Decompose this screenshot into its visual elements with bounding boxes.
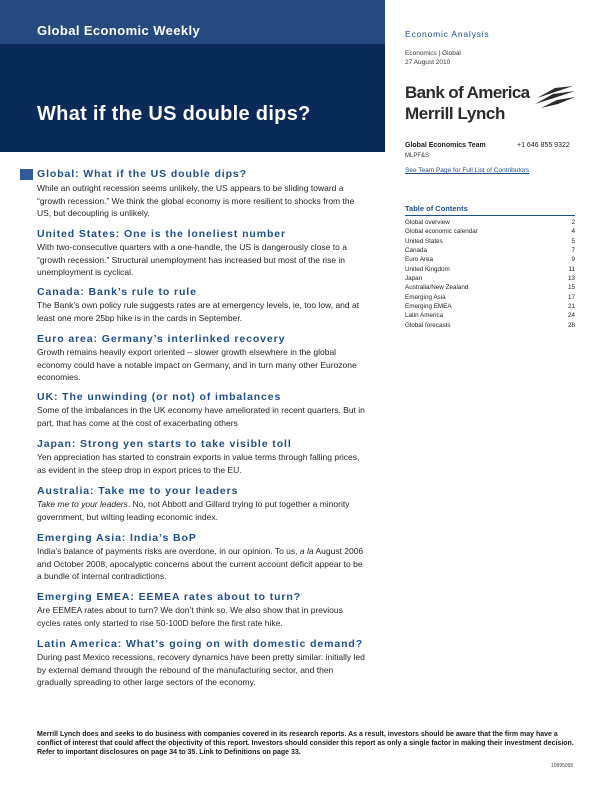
toc-entry-page: 9 <box>571 256 575 264</box>
toc-entry-page: 11 <box>568 265 575 273</box>
toc-entry[interactable] <box>405 237 575 246</box>
toc-entry[interactable] <box>405 283 575 292</box>
toc-entry-page: 21 <box>567 303 575 311</box>
category-label: Economics | Global <box>405 50 461 57</box>
contributors-link[interactable]: See Team Page for Full List of Contributors <box>405 167 530 174</box>
section-body: Some of the imbalances in the UK economy have ameliorated in recent quarters. But in part, that has come at the cost of exacerbating others <box>37 405 365 428</box>
section-heading: Emerging Asia: India’s BoP <box>37 532 197 544</box>
toc-entry-label: United States <box>405 237 443 245</box>
team-name: Global Economics Team <box>405 142 486 149</box>
team-contact <box>405 142 585 149</box>
toc-entry[interactable] <box>405 293 575 302</box>
toc-list <box>405 218 575 330</box>
toc-entry[interactable] <box>405 302 575 311</box>
toc-entry-label: Latin America <box>405 312 444 320</box>
toc-entry-label: Japan <box>405 275 423 283</box>
section-heading: Japan: Strong yen starts to take visible toll <box>37 438 292 450</box>
disclaimer-text: Merrill Lynch does and seeks to do business with companies covered in its research reports. As a result, investors should be aware that the firm may have a conflict of interest that could affect the objectivity of this report. Investors should consider this report as only a single factor in making their investment decision. <box>37 731 574 747</box>
team-entity: MLPF&S <box>405 153 430 159</box>
toc-entry[interactable] <box>405 274 575 283</box>
logo-text-bank: Bank of America <box>405 83 530 102</box>
toc-entry-label: Global forecasts <box>405 321 451 329</box>
section-body-text: India’s balance of payments risks are overdone, in our opinion. To us, <box>37 546 300 556</box>
report-date: 27 August 2010 <box>405 59 451 66</box>
section-body <box>37 545 367 583</box>
toc-title: Table of Contents <box>405 204 575 216</box>
toc-entry[interactable] <box>405 321 575 330</box>
section-marker <box>20 169 33 180</box>
toc-entry-page: 2 <box>571 219 575 226</box>
logo-text-merrill: Merrill Lynch <box>405 104 505 123</box>
page-title: What if the US double dips? <box>37 103 311 125</box>
toc-entry[interactable] <box>405 255 575 264</box>
toc-entry-label: Global overview <box>405 219 450 226</box>
toc-entry-page: 5 <box>571 237 575 245</box>
company-logo <box>405 83 580 131</box>
toc-entry-label: Canada <box>405 247 428 255</box>
section-body: During past Mexico recessions, recovery dynamics have been pretty similar: initially led by external demand through the rebound of the manufacturing sector, and then gradually spreading to other large sectors of the economy. <box>37 652 365 687</box>
section-body: With two-consecutive quarters with a one-handle, the US is dangerously close to a “growth recession.” Structural unemployment has increased but most of the rise in unemployment is cyclical. <box>37 242 347 277</box>
toc-entry[interactable] <box>405 265 575 274</box>
section-heading: Euro area: Germany’s interlinked recovery <box>37 333 286 345</box>
section-heading: Global: What if the US double dips? <box>37 168 247 180</box>
toc-entry-page: 15 <box>567 284 575 292</box>
flag-logo-icon <box>533 85 577 109</box>
section-heading: UK: The unwinding (or not) of imbalances <box>37 391 282 403</box>
toc-entry[interactable] <box>405 246 575 255</box>
section-body-text: . No, not Abbott and Gillard trying to put together a minority government, but wilting leading economic index. <box>37 499 350 522</box>
toc-entry[interactable] <box>405 227 575 236</box>
toc-entry-page: 4 <box>571 228 575 236</box>
section-heading: Latin America: What’s going on with domestic demand? <box>37 638 364 650</box>
section-body <box>37 498 367 523</box>
footer-disclaimer <box>37 731 577 757</box>
section-heading: Canada: Bank’s rule to rule <box>37 286 197 298</box>
toc-entry-label: Global economic calendar <box>405 228 478 236</box>
report-meta <box>405 49 585 67</box>
department-label: Economic Analysis <box>405 29 490 39</box>
toc-entry-label: Australia/New Zealand <box>405 284 469 292</box>
disclosures-text: Refer to important disclosures on page 34 to 35. Link to Definitions on page 33. <box>37 748 301 756</box>
section-heading: Australia: Take me to your leaders <box>37 485 239 497</box>
toc-entry-label: Euro Area <box>405 256 434 264</box>
toc-entry-page: 28 <box>567 321 575 329</box>
document-code: 10895095 <box>551 763 574 769</box>
toc-entry-label: Emerging EMEA <box>405 303 452 311</box>
toc-entry-page: 24 <box>567 312 575 320</box>
section-body: While an outright recession seems unlikely, the US appears to be sliding toward a “growth recession.” We think the global economy is more resilient to shocks from the US, but decoupling is unlikely. <box>37 183 355 218</box>
table-of-contents <box>405 204 575 330</box>
section-body-italic: Take me to your leaders <box>37 499 128 509</box>
toc-entry-page: 17 <box>567 293 575 301</box>
section-heading: Emerging EMEA: EEMEA rates about to turn? <box>37 591 302 603</box>
team-phone: +1 646 855 9322 <box>517 142 570 149</box>
section-heading: United States: One is the loneliest number <box>37 228 287 240</box>
toc-entry-page: 7 <box>571 247 575 255</box>
section-body: The Bank’s own policy rule suggests rates are at emergency levels, ie, too low, and at least one more 25bp hike is in the cards in September. <box>37 300 360 323</box>
toc-entry-page: 13 <box>567 275 575 283</box>
report-name: Global Economic Weekly <box>37 23 201 38</box>
section-body: Are EEMEA rates about to turn? We don’t think so. We also show that in previous cycles rates only started to rise 50-100D before the first rate hike. <box>37 605 343 628</box>
section-body: Yen appreciation has started to constrain exports in value terms through falling prices, as evident in the steep drop in export prices to the EU. <box>37 452 360 475</box>
section-body: Growth remains heavily export oriented – slower growth elsewhere in the global economy could have a notable impact on Germany, and in turn many other Eurozone economies. <box>37 347 357 382</box>
section-body-text: August 2006 and October 2008, apocalyptic concerns about the current account deficit appear to be a bundle of internal contradictions. <box>37 546 364 581</box>
title-banner <box>0 0 385 152</box>
toc-entry[interactable] <box>405 218 575 227</box>
section-body-italic: a la <box>299 546 314 556</box>
toc-entry-label: United Kingdom <box>405 265 450 273</box>
toc-entry[interactable] <box>405 311 575 320</box>
toc-entry-label: Emerging Asia <box>405 293 446 301</box>
